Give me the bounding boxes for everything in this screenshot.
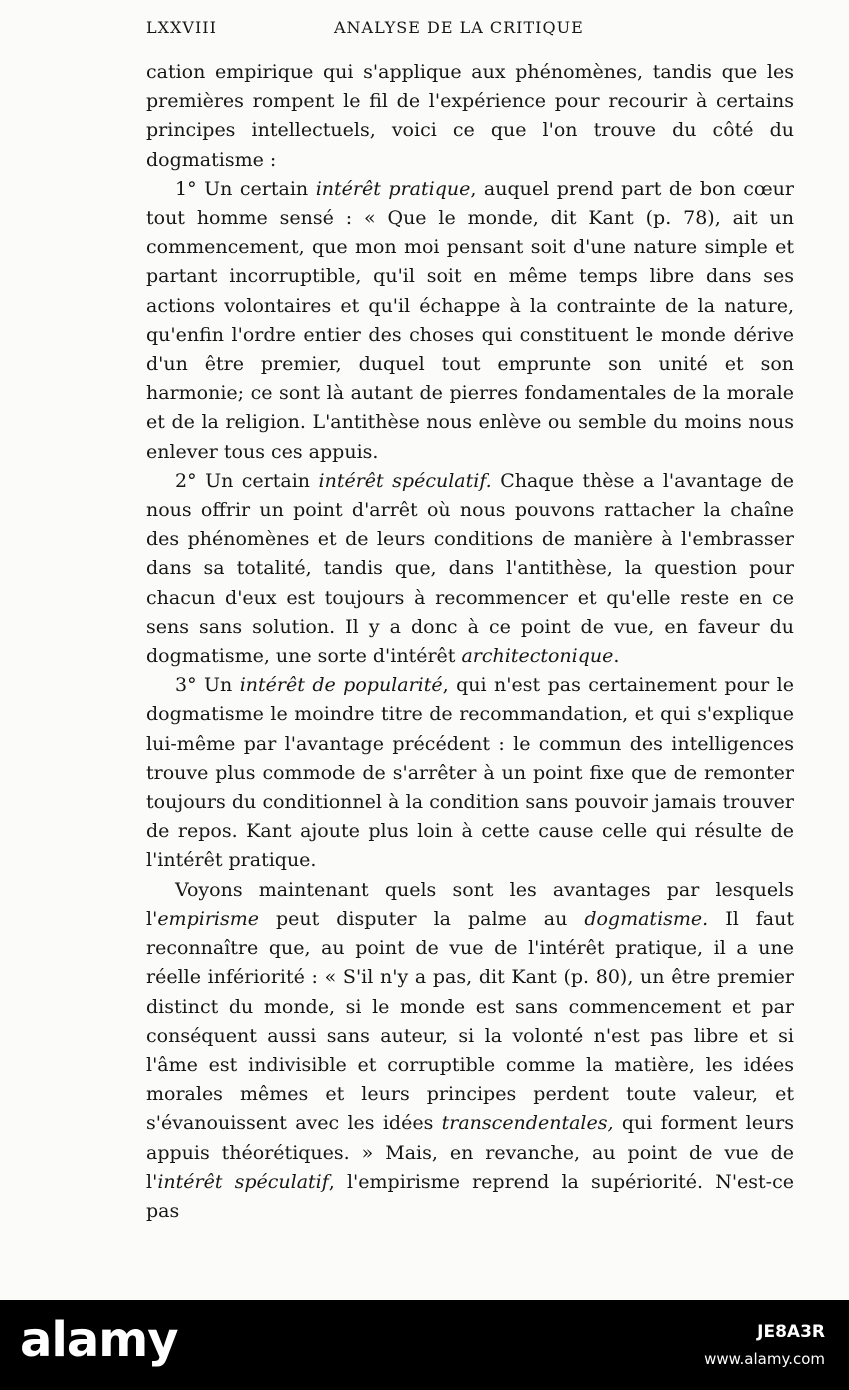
paragraph-empirisme: Voyons maintenant quels sont les avantages par lesquels l'empirisme peut disputer la palme au dogmatisme. Il faut reconnaître que, au point de vue de l'intérêt pratique, il a une réelle infériorité : « S'il n'y a pas, dit Kant (p. 80), un être premier distinct du monde, si le monde est sans commencement et par conséquent aussi sans auteur, si la volonté n'est pas libre et si l'âme est indivisible et corruptible comme la matière, les idées morales mêmes et leurs principes perdent toute valeur, et s'évanouissent avec les idées transcendentales, qui forment leurs appuis théorétiques. » Mais, en revanche, au point de vue de l'intérêt spéculatif, l'empirisme reprend la supériorité. N'est-ce pas <box>146 878 795 1222</box>
paragraph-interet-pratique: 1° Un certain intérêt pratique, auquel prend part de bon cœur tout homme sensé : « Que le monde, dit Kant (p. 78), ait un commencement, que mon moi pensant soit d'une nature simple et partant incorruptible, qu'il soit en même temps libre dans ses actions volontaires et qu'il échappe à la contrainte de la nature, qu'enfin l'ordre entier des choses qui constituent le monde dérive d'un être premier, duquel tout emprunte son unité et son harmonie; ce sont là autant de pierres fondamentales de la morale et de la religion. L'antithèse nous enlève ou semble du moins nous enlever tous ces appuis. <box>146 177 795 463</box>
watermark-banner <box>0 1300 849 1390</box>
paragraph-interet-popularite: 3° Un intérêt de popularité, qui n'est pas certainement pour le dogmatisme le moindre titre de recommandation, et qui s'explique lui-même par l'avantage précédent : le commun des intelligences trouve plus commode de s'arrêter à un point fixe que de remonter toujours du conditionnel à la condition sans pouvoir jamais trouver de repos. Kant ajoute plus loin à cette cause celle qui résulte de l'intérêt pratique. <box>146 674 795 872</box>
paragraph-interet-speculatif: 2° Un certain intérêt spéculatif. Chaque thèse a l'avantage de nous offrir un point d'arrêt où nous pouvons rattacher la chaîne des phénomènes et de leurs conditions de manière à l'embrasser dans sa totalité, tandis que, dans l'antithèse, la question pour chacun d'eux est toujours à recommencer et qu'elle reste en ce sens sans solution. Il y a donc à ce point de vue, en faveur du dogmatisme, une sorte d'intérêt architectonique. <box>146 469 794 668</box>
body-text <box>146 58 794 1226</box>
running-header <box>146 18 794 44</box>
paragraph-continuation: cation empirique qui s'applique aux phénomènes, tandis que les premières rompent le fil de l'expérience pour recourir à certains principes intellectuels, voici ce que l'on trouve du côté du dogmatisme : <box>146 61 794 171</box>
watermark-site: www.alamy.com <box>704 1350 825 1368</box>
page-folio: LXXVIII <box>146 18 217 37</box>
watermark-logo: alamy <box>20 1312 178 1368</box>
running-title: ANALYSE DE LA CRITIQUE <box>334 18 584 37</box>
image-id: JE8A3R <box>757 1322 825 1342</box>
